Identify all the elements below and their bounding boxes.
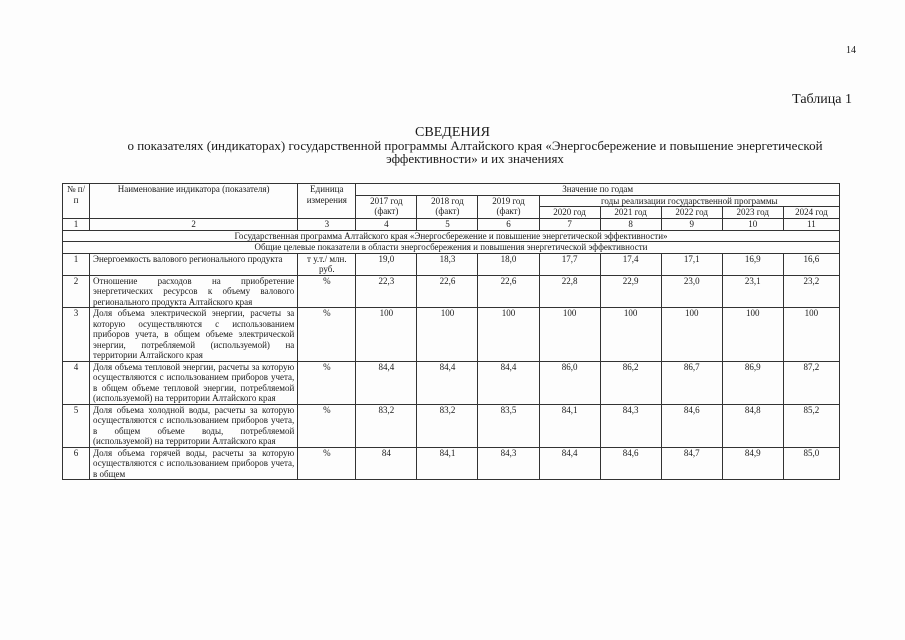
indicator-value: 84,9 (722, 447, 783, 480)
indicator-value: 100 (722, 308, 783, 362)
subsection-title: Общие целевые показатели в области энергосбережения и повышения энергетической эффективности (63, 242, 840, 254)
indicator-value: 84,8 (722, 404, 783, 447)
indicator-value: 100 (356, 308, 417, 362)
column-number: 1 (63, 219, 90, 231)
indicator-value: 83,5 (478, 404, 539, 447)
indicator-value: 22,8 (539, 275, 600, 308)
indicators-table (62, 183, 840, 480)
column-number: 9 (661, 219, 722, 231)
indicator-value: 16,6 (783, 253, 839, 275)
table-row (63, 253, 840, 275)
column-number: 2 (90, 219, 298, 231)
column-number: 3 (298, 219, 356, 231)
indicator-value: 84,1 (417, 447, 478, 480)
header-year: 2020 год (539, 207, 600, 219)
header-year: 2017 год (факт) (356, 195, 417, 219)
indicator-value: 17,1 (661, 253, 722, 275)
column-number: 4 (356, 219, 417, 231)
indicator-value: 84 (356, 447, 417, 480)
indicator-value: 86,9 (722, 361, 783, 404)
indicator-value: 18,0 (478, 253, 539, 275)
indicator-name: Доля объема холодной воды, расчеты за которую осуществляются с использованием приборов учета, в общем объеме воды, потребляемой (используемой) на территории Алтайского края (90, 404, 298, 447)
indicator-value: 22,9 (600, 275, 661, 308)
header-num: № п/п (63, 184, 90, 219)
indicator-name: Отношение расходов на приобретение энергетических ресурсов к объему валового регионального продукта Алтайского края (90, 275, 298, 308)
column-number: 7 (539, 219, 600, 231)
indicator-value: 87,2 (783, 361, 839, 404)
indicator-value: 86,0 (539, 361, 600, 404)
indicator-unit: % (298, 275, 356, 308)
indicator-value: 84,4 (417, 361, 478, 404)
indicator-value: 85,2 (783, 404, 839, 447)
column-numbers-row (63, 219, 840, 231)
indicator-value: 19,0 (356, 253, 417, 275)
row-num: 1 (63, 253, 90, 275)
indicator-value: 83,2 (356, 404, 417, 447)
indicator-unit: т у.т./ млн. руб. (298, 253, 356, 275)
header-year: 2022 год (661, 207, 722, 219)
indicator-unit: % (298, 404, 356, 447)
column-number: 8 (600, 219, 661, 231)
table-row (63, 361, 840, 404)
indicator-value: 17,4 (600, 253, 661, 275)
row-num: 6 (63, 447, 90, 480)
header-program-years: годы реализации государственной программы (539, 195, 839, 207)
page-number: 14 (846, 45, 856, 56)
document-subtitle: о показателях (индикаторах) государственной программы Алтайского края «Энергосбережение и повышение энергетической эффективности» и их значениях (127, 138, 823, 166)
table-label: Таблица 1 (792, 92, 852, 107)
column-number: 6 (478, 219, 539, 231)
row-num: 2 (63, 275, 90, 308)
indicator-value: 100 (539, 308, 600, 362)
header-year: 2024 год (783, 207, 839, 219)
table-row (63, 275, 840, 308)
indicator-name: Энергоемкость валового регионального продукта (90, 253, 298, 275)
indicator-value: 86,2 (600, 361, 661, 404)
indicator-value: 100 (783, 308, 839, 362)
indicator-name: Доля объема тепловой энергии, расчеты за которую осуществляются с использованием приборов учета, в общем объеме тепловой энергии, потребляемой (используемой) на территории Алтайского края (90, 361, 298, 404)
row-num: 3 (63, 308, 90, 362)
indicator-value: 84,4 (539, 447, 600, 480)
indicator-value: 84,1 (539, 404, 600, 447)
column-number: 5 (417, 219, 478, 231)
indicator-unit: % (298, 308, 356, 362)
header-name: Наименование индикатора (показателя) (90, 184, 298, 219)
indicator-value: 22,6 (417, 275, 478, 308)
section-title: Государственная программа Алтайского края «Энергосбережение и повышение энергетической эффективности» (63, 230, 840, 242)
indicator-value: 23,0 (661, 275, 722, 308)
table-row (63, 447, 840, 480)
row-num: 5 (63, 404, 90, 447)
table-row (63, 308, 840, 362)
indicator-value: 100 (417, 308, 478, 362)
indicator-value: 83,2 (417, 404, 478, 447)
indicator-value: 23,1 (722, 275, 783, 308)
indicator-unit: % (298, 447, 356, 480)
indicator-value: 86,7 (661, 361, 722, 404)
document-title: СВЕДЕНИЯ (415, 125, 490, 140)
indicator-value: 100 (661, 308, 722, 362)
header-year: 2018 год (факт) (417, 195, 478, 219)
indicator-value: 100 (600, 308, 661, 362)
header-year: 2023 год (722, 207, 783, 219)
indicator-name: Доля объема электрической энергии, расчеты за которую осуществляются с использованием приборов учета, в общем объеме электрической энергии, потребляемой (используемой) на территории Алтайского края (90, 308, 298, 362)
indicator-value: 23,2 (783, 275, 839, 308)
row-num: 4 (63, 361, 90, 404)
header-year: 2019 год (факт) (478, 195, 539, 219)
column-number: 11 (783, 219, 839, 231)
indicator-name: Доля объема горячей воды, расчеты за которую осуществляются с использованием приборов учета, в общем (90, 447, 298, 480)
indicator-unit: % (298, 361, 356, 404)
header-values-by-year: Значение по годам (356, 184, 840, 196)
indicator-value: 84,7 (661, 447, 722, 480)
indicator-value: 17,7 (539, 253, 600, 275)
indicator-value: 18,3 (417, 253, 478, 275)
indicator-value: 22,3 (356, 275, 417, 308)
indicator-value: 16,9 (722, 253, 783, 275)
header-unit: Единица измерения (298, 184, 356, 219)
indicator-value: 84,3 (478, 447, 539, 480)
indicator-value: 85,0 (783, 447, 839, 480)
table-row (63, 404, 840, 447)
indicator-value: 84,4 (356, 361, 417, 404)
indicator-value: 84,6 (661, 404, 722, 447)
indicator-value: 84,3 (600, 404, 661, 447)
indicator-value: 100 (478, 308, 539, 362)
column-number: 10 (722, 219, 783, 231)
indicator-value: 22,6 (478, 275, 539, 308)
indicator-value: 84,6 (600, 447, 661, 480)
header-year: 2021 год (600, 207, 661, 219)
indicator-value: 84,4 (478, 361, 539, 404)
